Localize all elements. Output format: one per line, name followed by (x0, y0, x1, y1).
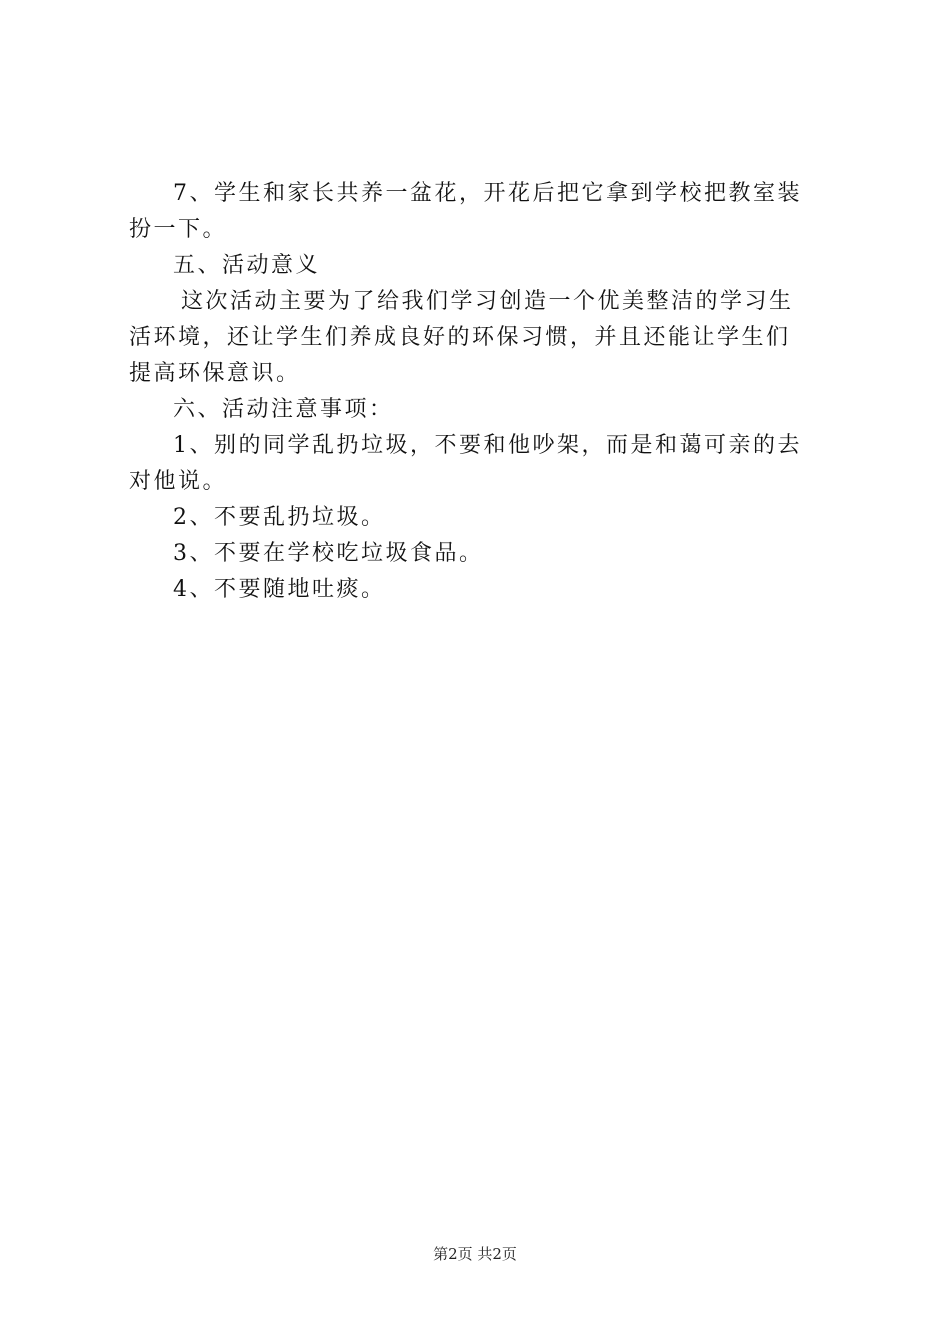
precaution-item-1-line-1: 1、别的同学乱扔垃圾，不要和他吵架，而是和蔼可亲的去 (173, 433, 802, 458)
paragraph-significance-line-3: 提高环保意识。 (129, 361, 301, 386)
paragraph-significance-line-2: 活环境，还让学生们养成良好的环保习惯，并且还能让学生们 (129, 325, 791, 350)
list-item-7-line-2: 扮一下。 (129, 217, 228, 242)
precaution-item-3: 3、不要在学校吃垃圾食品。 (173, 541, 484, 566)
precaution-item-1-line-2: 对他说。 (129, 469, 228, 494)
list-item-7-line-1: 7、学生和家长共养一盆花，开花后把它拿到学校把教室装 (173, 181, 802, 206)
document-body (129, 176, 831, 608)
page-number-footer: 第2页 共2页 (433, 1245, 517, 1263)
paragraph-significance-line-1: 这次活动主要为了给我们学习创造一个优美整洁的学习生 (181, 289, 794, 314)
precaution-item-2: 2、不要乱扔垃圾。 (173, 505, 386, 530)
section-heading-precautions: 六、活动注意事项： (173, 397, 394, 422)
section-heading-significance: 五、活动意义 (173, 253, 321, 278)
precaution-item-4: 4、不要随地吐痰。 (173, 577, 386, 602)
